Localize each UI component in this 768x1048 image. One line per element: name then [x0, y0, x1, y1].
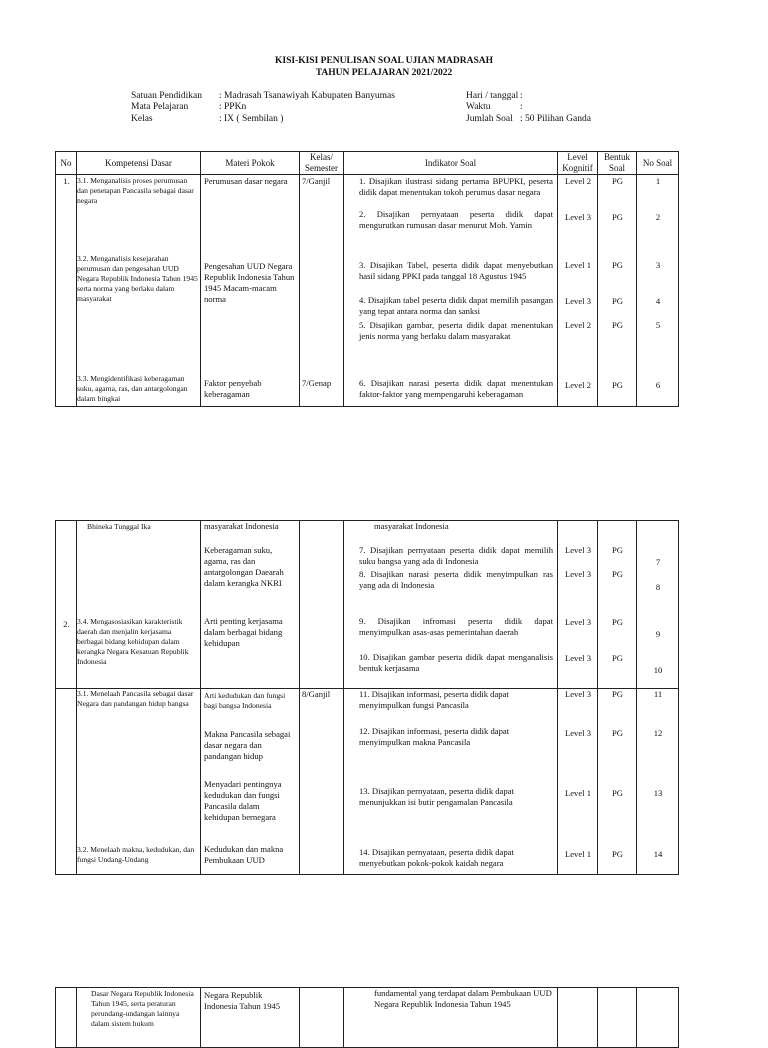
indikator-soal: fundamental yang terdapat dalam Pembukaan UUD Negara Republik Indonesia Tahun 1945 — [374, 988, 552, 1009]
nomor-soal: 12 — [653, 728, 663, 738]
materi-pokok: Kedudukan dan makna Pembukaan UUD — [204, 844, 284, 865]
materi-pokok: Keberagaman suku, agama, ras dan antargolongan Daearah dalam kerangka NKRI — [204, 545, 284, 588]
hari-label: Hari / tanggal — [466, 91, 519, 101]
nomor-soal: 1 — [655, 176, 661, 186]
materi-pokok: masyarakat Indonesia — [204, 521, 279, 531]
kisi-table-page-3 — [55, 987, 679, 1048]
bentuk-soal: PG — [612, 653, 623, 663]
col-bentuk: Bentuk Soal — [598, 152, 637, 175]
materi-pokok: Negara Republik Indonesia Tahun 1945 — [204, 990, 281, 1011]
kompetensi-dasar: Dasar Negara Republik Indonesia Tahun 1945, serta peraturan perundang-undangan lainnya dalam sistem hukum — [91, 989, 194, 1028]
col-level: Level Kognitif — [558, 152, 598, 175]
col-indikator: Indikator Soal — [344, 152, 558, 175]
indikator-soal: 4. Disajikan tabel peserta didik dapat memilih pasangan yang tepat antara norma dan sanksi — [359, 295, 553, 316]
kelas-label: Kelas — [131, 114, 153, 124]
jumlah-value: : 50 Pilihan Ganda — [520, 114, 591, 124]
bentuk-soal: PG — [612, 296, 623, 306]
level-kognitif: Level 1 — [564, 260, 591, 270]
col-nosoal: No Soal — [637, 152, 679, 175]
bentuk-soal: PG — [612, 176, 623, 186]
bentuk-soal: PG — [612, 260, 623, 270]
indikator-soal: masyarakat Indonesia — [374, 521, 449, 531]
indikator-soal: 6. Disajikan narasi peserta didik dapat menentukan faktor-faktor yang mempengaruhi keberagaman — [359, 378, 553, 399]
kisi-table-page-1 — [55, 151, 679, 407]
nomor-soal: 9 — [655, 629, 661, 639]
bentuk-soal: PG — [612, 320, 623, 330]
level-kognitif: Level 3 — [564, 296, 591, 306]
hari-value: : — [520, 91, 523, 101]
kisi-table-page-2 — [55, 520, 679, 875]
bentuk-soal: PG — [612, 569, 623, 579]
satuan-value: : Madrasah Tsanawiyah Kabupaten Banyumas — [219, 91, 395, 101]
materi-pokok: Arti penting kerjasama dalam berbagai bidang kehidupan — [204, 616, 283, 648]
level-kognitif: Level 3 — [564, 653, 591, 663]
materi-pokok: Makna Pancasila sebagai dasar negara dan pandangan hidup — [204, 729, 291, 761]
level-kognitif: Level 3 — [564, 728, 591, 738]
level-kognitif: Level 1 — [564, 788, 591, 798]
bentuk-soal: PG — [612, 380, 623, 390]
bentuk-soal: PG — [612, 689, 623, 699]
kompetensi-dasar: 3.3. Mengidentifikasi keberagaman suku, agama, ras, dan antargolongan dalam bingkai — [77, 374, 188, 403]
materi-pokok: Pengesahan UUD Negara Republik Indonesia Tahun 1945 Macam-macam norma — [204, 261, 295, 304]
indikator-soal: 10. Disajikan gambar peserta didik dapat menganalisis bentuk kerjasama — [359, 652, 553, 673]
nomor-soal: 14 — [653, 849, 663, 859]
level-kognitif: Level 3 — [564, 617, 591, 627]
nomor-soal: 13 — [653, 788, 663, 798]
nomor-soal: 8 — [655, 582, 661, 592]
kelas-semester: 7/Genap — [302, 378, 332, 388]
materi-pokok: Menyadari pentingnya kedudukan dan fungsi Pancasila dalam kehidupan bernegara — [204, 779, 282, 822]
row-number: 2. — [63, 619, 70, 629]
waktu-value: : — [520, 102, 523, 112]
nomor-soal: 4 — [655, 296, 661, 306]
indikator-soal: 3. Disajikan Tabel, peserta didik dapat menyebutkan hasil sidang PPKI pada tanggal 18 Agustus 1945 — [359, 260, 553, 281]
kompetensi-dasar: 3.2. Menganalisis kesejarahan perumusan dan pengesahan UUD Negara Republik Indonesia Tahun 1945 serta norma yang berlaku dalam masyarakat — [77, 254, 198, 303]
kompetensi-dasar: 3.1. Menganalisis proses perumusan dan penetapan Pancasila sebagai dasar negara — [77, 176, 194, 205]
kompetensi-dasar: 3.4. Mengasosiasikan karakteristik daerah dan menjalin kerjasama berbagai bidang kehidupan dalam kerangka Negara Kesatuan Republik Indonesia — [77, 617, 189, 666]
materi-pokok: Perumusan dasar negara — [204, 176, 288, 186]
mapel-value: : PPKn — [219, 102, 247, 112]
nomor-soal: 7 — [655, 557, 661, 567]
mapel-label: Mata Pelajaran — [131, 102, 189, 112]
kelas-semester: 8/Ganjil — [302, 689, 331, 699]
kompetensi-dasar: 3.2. Menelaah makna, kedudukan, dan fungsi Undang-Undang — [77, 845, 195, 864]
materi-pokok: Faktor penyebab keberagaman — [204, 378, 262, 399]
level-kognitif: Level 2 — [564, 176, 591, 186]
indikator-soal: 1. Disajikan ilustrasi sidang pertama BPUPKI, peserta didik dapat menentukan tokoh perumus dasar negara — [359, 176, 553, 197]
nomor-soal: 3 — [655, 260, 661, 270]
table-row — [56, 689, 679, 875]
satuan-label: Satuan Pendidikan — [131, 91, 202, 101]
level-kognitif: Level 3 — [564, 212, 591, 222]
table-header-row — [56, 152, 679, 175]
bentuk-soal: PG — [612, 617, 623, 627]
indikator-soal: 8. Disajikan narasi peserta didik menyimpulkan ras yang ada di Indonesia — [359, 569, 553, 590]
bentuk-soal: PG — [612, 212, 623, 222]
nomor-soal: 5 — [655, 320, 661, 330]
materi-pokok: Arti kedudukan dan fungsi bagi bangsa Indonesia — [204, 691, 286, 710]
indikator-soal: 11. Disajikan informasi, peserta didik dapat menyimpulkan fungsi Pancasila — [359, 689, 509, 710]
indikator-soal: 5. Disajikan gambar, peserta didik dapat menentukan jenis norma yang berlaku dalam masyarakat — [359, 320, 553, 341]
col-materi: Materi Pokok — [201, 152, 300, 175]
nomor-soal: 10 — [653, 665, 663, 675]
table-row — [56, 175, 679, 407]
level-kognitif: Level 3 — [564, 545, 591, 555]
jumlah-label: Jumlah Soal — [466, 114, 513, 124]
bentuk-soal: PG — [612, 788, 623, 798]
nomor-soal: 6 — [655, 380, 661, 390]
table-row — [56, 988, 679, 1048]
indikator-soal: 2. Disajikan pernyataan peserta didik dapat mengurutkan rumusan dasar menurut Moh. Yamin — [359, 209, 553, 230]
document-title: KISI-KISI PENULISAN SOAL UJIAN MADRASAH — [274, 56, 493, 66]
bentuk-soal: PG — [612, 728, 623, 738]
kelas-value: : IX ( Sembilan ) — [219, 114, 284, 124]
col-kompetensi: Kompetensi Dasar — [77, 152, 201, 175]
kelas-semester: 7/Ganjil — [302, 176, 331, 186]
nomor-soal: 11 — [653, 689, 663, 699]
indikator-soal: 14. Disajikan pernyataan, peserta didik dapat menyebutkan pokok-pokok kaidah negara — [359, 847, 514, 868]
level-kognitif: Level 2 — [564, 320, 591, 330]
table-row — [56, 521, 679, 689]
indikator-soal: 7. Disajikan pernyataan peserta didik dapat memilih suku bangsa yang ada di Indonesia — [359, 545, 553, 566]
waktu-label: Waktu — [466, 102, 491, 112]
level-kognitif: Level 3 — [564, 689, 591, 699]
indikator-soal: 12. Disajikan informasi, peserta didik dapat menyimpulkan makna Pancasila — [359, 726, 510, 747]
col-no: No — [56, 152, 77, 175]
bentuk-soal: PG — [612, 545, 623, 555]
indikator-soal: 9. Disajikan infromasi peserta didik dapat menyimpulkan asas-asas pemerintahan daerah — [359, 616, 553, 637]
row-number: 1. — [63, 176, 70, 186]
document-subtitle: TAHUN PELAJARAN 2021/2022 — [315, 68, 453, 78]
kompetensi-dasar: 3.1. Menelaah Pancasila sebagai dasar Negara dan pandangan hidup bangsa — [77, 689, 194, 708]
bentuk-soal: PG — [612, 849, 623, 859]
col-kelas: Kelas/ Semester — [300, 152, 344, 175]
nomor-soal: 2 — [655, 212, 661, 222]
level-kognitif: Level 2 — [564, 380, 591, 390]
level-kognitif: Level 1 — [564, 849, 591, 859]
kompetensi-dasar: Bhineka Tunggal Ika — [87, 522, 151, 531]
indikator-soal: 13. Disajikan pernyataan, peserta didik dapat menunjukkan isi butir pengamalan Pancasila — [359, 786, 514, 807]
level-kognitif: Level 3 — [564, 569, 591, 579]
